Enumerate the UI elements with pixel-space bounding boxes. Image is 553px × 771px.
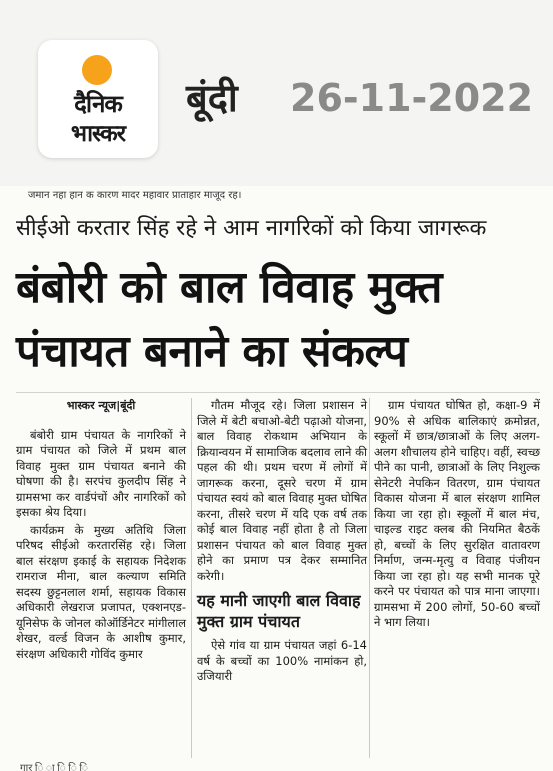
paragraph: कार्यक्रम के मुख्य अतिथि जिला परिषद सीईओ करतारसिंह रहे। जिला बाल संरक्षण इकाई के सहायक निदेशक रामराज मीना, बाल कल्याण समिति सदस्य छुट्टनलाल शर्मा, सहायक विकास अधिकारी लेखराज प्रजापत, एक्शनएड-यूनिसेफ के जोनल कोऑर्डिनेटर मांगीलाल शेखर, वर्ल्ड विजन के आशीष कुमार, संरक्षण अधिकारी गोविंद कुमार <box>16 522 186 661</box>
column-divider <box>369 398 370 758</box>
publication-date: 26-11-2022 <box>290 76 534 120</box>
dainik-bhaskar-logo[interactable] <box>38 40 158 158</box>
cut-text-bottom: गार ि ा ि ि ि <box>20 763 88 771</box>
paragraph: ऐसे गांव या ग्राम पंचायत जहां 6-14 वर्ष के बच्चों का 100% नामांकन हो, उजियारी <box>197 638 367 683</box>
paragraph: गौतम मौजूद रहे। जिला प्रशासन ने जिले में बेटी बचाओ-बेटी पढ़ाओ योजना, बाल विवाह रोकथाम अभियान के क्रियान्वयन में सामाजिक बदलाव लाने की पहल की थी। प्रथम चरण में लोगों में जागरूक करना, दूसरे चरण में ग्राम पंचायत स्वयं को बाल विवाह मुक्त घोषित करना, तीसरे चरण में यदि एक वर्ष तक कोई बाल विवाह नहीं होता है तो जिला प्रशासन पंचायत को बाल विवाह मुक्त होने का प्रमाण पत्र देकर सम्मानित करेगी। <box>197 398 367 583</box>
article-kicker: सीईओ करतार सिंह रहे ने आम नागरिकों को किया जागरूक <box>16 216 487 241</box>
headline-divider <box>16 392 540 393</box>
article-column-3 <box>374 398 540 633</box>
header-bar <box>0 0 553 180</box>
paragraph: बंबोरी ग्राम पंचायत के नागरिकों ने ग्राम पंचायत को जिले में प्रथम बाल विवाह मुक्त ग्राम पंचायत बनाने की घोषणा की है। सरपंच कुलदीप सिंह ने ग्रामसभा कर वार्डपंचों और नागरिकों को इसका श्रेय दिया। <box>16 427 186 519</box>
cut-text-top: जमान नहा हान क कारण मादर महावार प्राताहार माजूद रह। <box>28 190 242 201</box>
column-divider <box>191 398 192 758</box>
article-column-2 <box>197 398 367 687</box>
sun-icon <box>82 55 112 85</box>
byline: भास्कर न्यूज|बूंदी <box>66 399 136 412</box>
article-column-1 <box>16 398 186 664</box>
subheading: यह मानी जाएगी बाल विवाह मुक्त ग्राम पंचायत <box>197 591 361 631</box>
headline-line-2: पंचायत बनाने का संकल्प <box>16 326 408 377</box>
paragraph: ग्राम पंचायत घोषित हो, कक्षा-9 में 90% से अधिक बालिकाएं क्रमोन्नत, स्कूलों में छात्र/छात्राओं के लिए अलग-अलग शौचालय होने चाहिए। वहीं, स्वच्छ पीने का पानी, छात्राओं के लिए निशुल्क सेनेटरी नेपकिन वितरण, ग्राम पंचायत विकास योजना में बाल संरक्षण शामिल किया जा रहा हो। स्कूलों में बाल मंच, चाइल्ड राइट क्लब की नियमित बैठकें हो, बच्चों के लिए सुरक्षित वातावरण निर्माण, जन्म-मृत्यु व विवाह पंजीयन किया जा रहा हो। यह सभी मानक पूरे करने पर पंचायत को पात्र माना जाएगा। ग्रामसभा में 200 लोगों, 50-60 बच्चों ने भाग लिया। <box>374 398 540 629</box>
logo-text-line2: भास्कर <box>70 121 126 147</box>
headline-line-1: बंबोरी को बाल विवाह मुक्त <box>16 262 442 313</box>
logo-text-line1: दैनिक <box>74 90 122 118</box>
city-name: बूंदी <box>186 76 238 120</box>
